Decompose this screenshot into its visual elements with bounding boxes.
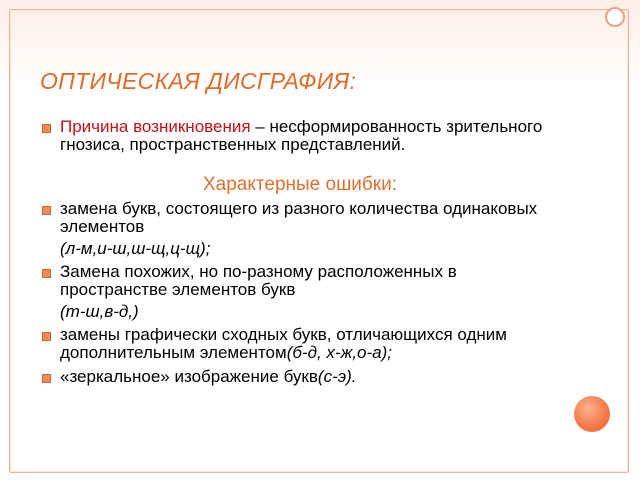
decorative-circle-orange xyxy=(574,396,610,432)
bullet-error-2 xyxy=(40,263,560,299)
error-2-example: (т-ш,в-д,) xyxy=(60,302,139,321)
error-2-text: Замена похожих, но по-разному расположенных в пространстве элементов букв xyxy=(60,262,457,299)
decorative-circle-top xyxy=(605,7,625,27)
cause-label: Причина возникновения xyxy=(60,117,251,136)
error-1-text: замена букв, состоящего из разного количества одинаковых элементов xyxy=(60,199,538,236)
bullet-error-3 xyxy=(40,326,560,362)
bullet-error-1 xyxy=(40,200,560,236)
slide-content xyxy=(40,118,560,389)
subheading-errors: Характерные ошибки: xyxy=(202,174,398,195)
error-1-example: (л-м,и-ш,ш-щ,ц-щ); xyxy=(60,239,211,258)
error-3-example: (б-д, х-ж,о-а); xyxy=(286,343,392,362)
bullet-cause xyxy=(40,118,560,154)
cause-text: – несформированность зрительного гнозиса, пространственных представлений. xyxy=(60,117,543,154)
error-4-text: «зеркальное» изображение букв xyxy=(60,367,318,386)
error-3-text: замены графически сходных букв, отличающихся одним дополнительным элементом xyxy=(60,325,507,362)
slide-title: ОПТИЧЕСКАЯ ДИСГРАФИЯ: xyxy=(40,68,357,94)
error-4-example: (с-э). xyxy=(317,367,357,386)
bullet-error-4 xyxy=(40,368,560,386)
